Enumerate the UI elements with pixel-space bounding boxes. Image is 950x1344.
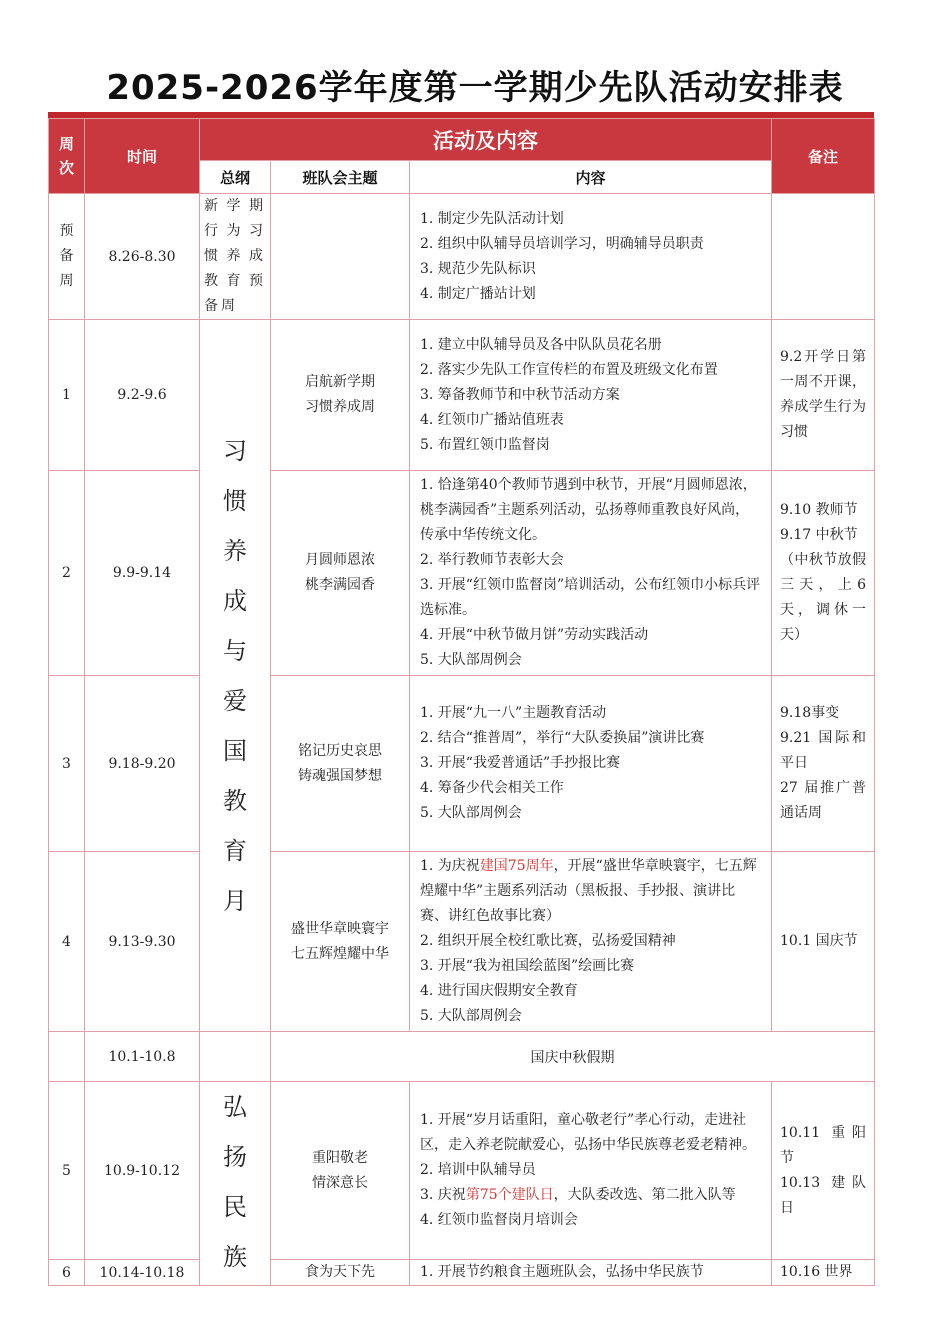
note-cell xyxy=(772,194,875,320)
time-cell: 10.14-10.18 xyxy=(85,1260,200,1286)
time-cell: 10.1-10.8 xyxy=(85,1032,200,1082)
header-notes: 备注 xyxy=(772,119,875,194)
table-row xyxy=(49,676,875,852)
theme-cell: 盛世华章映寰宇 七五辉煌耀中华 xyxy=(271,852,410,1032)
content-item: 4. 开展“中秋节做月饼”劳动实践活动 xyxy=(420,627,649,643)
content-item: 1. 建立中队辅导员及各中队队员花名册 xyxy=(420,336,662,353)
table-row xyxy=(49,320,875,471)
content-cell xyxy=(410,1260,772,1286)
table-row xyxy=(49,1082,875,1260)
schedule-table xyxy=(48,118,875,1286)
content-cell xyxy=(410,320,772,471)
week-cell: 2 xyxy=(49,471,85,676)
content-item: 5. 布置红领巾监督岗 xyxy=(420,436,550,453)
note-cell: 9.10 教师节 9.17 中秋节 （中秋节放假三天，上6天，调休一天） xyxy=(772,471,875,676)
theme-cell: 食为天下先 xyxy=(271,1260,410,1286)
content-item: 2. 举行教师节表彰大会 xyxy=(420,552,564,568)
note-cell: 9.18事变 9.21 国际和平日 27 届推广普通话周 xyxy=(772,676,875,852)
content-cell xyxy=(410,852,772,1032)
content-item: 4. 红领巾广播站值班表 xyxy=(420,411,564,428)
time-cell: 10.9-10.12 xyxy=(85,1082,200,1260)
page-title: 2025-2026学年度第一学期少先队活动安排表 xyxy=(106,68,844,108)
time-cell: 9.18-9.20 xyxy=(85,676,200,852)
content-item: 4. 筹备少代会相关工作 xyxy=(420,780,564,796)
content-item: 3. 庆祝第75个建队日，大队委改选、第二批入队等 xyxy=(420,1187,736,1203)
outline-cell: 新学期行为习惯养成教育预备周 xyxy=(200,194,271,320)
time-cell: 8.26-8.30 xyxy=(85,194,200,320)
content-item: 2. 落实少先队工作宣传栏的布置及班级文化布置 xyxy=(420,361,718,378)
outline-cell xyxy=(200,1032,271,1082)
header-outline: 总纲 xyxy=(200,161,271,194)
header-activities: 活动及内容 xyxy=(200,119,772,161)
content-cell xyxy=(410,194,772,320)
time-cell: 9.13-9.30 xyxy=(85,852,200,1032)
time-cell: 9.2-9.6 xyxy=(85,320,200,471)
note-cell: 10.16 世界 xyxy=(772,1260,875,1286)
content-item: 1. 为庆祝建国75周年，开展“盛世华章映寰宇，七五辉煌耀中华”主题系列活动（黑板报、手抄报、演讲比赛、讲红色故事比赛） xyxy=(420,858,757,924)
content-item: 2. 组织中队辅导员培训学习，明确辅导员职责 xyxy=(420,235,704,252)
content-cell xyxy=(410,471,772,676)
table-row xyxy=(49,1032,875,1082)
theme-cell: 月圆师恩浓 桃李满园香 xyxy=(271,471,410,676)
content-item: 5. 大队部周例会 xyxy=(420,805,522,821)
header-time: 时间 xyxy=(85,119,200,194)
content-item: 2. 培训中队辅导员 xyxy=(420,1162,536,1178)
header-content: 内容 xyxy=(410,161,772,194)
content-item: 5. 大队部周例会 xyxy=(420,652,522,668)
week-cell: 3 xyxy=(49,676,85,852)
content-item: 1. 开展“九一八”主题教育活动 xyxy=(420,705,607,721)
table-row xyxy=(49,1260,875,1286)
content-cell xyxy=(410,676,772,852)
theme-cell xyxy=(271,194,410,320)
content-cell xyxy=(410,1082,772,1260)
week-cell: 1 xyxy=(49,320,85,471)
content-item: 3. 筹备教师节和中秋节活动方案 xyxy=(420,386,620,403)
header-week: 周 次 xyxy=(49,119,85,194)
theme-cell: 重阳敬老 情深意长 xyxy=(271,1082,410,1260)
content-item: 3. 开展“我为祖国绘蓝图”绘画比赛 xyxy=(420,958,635,974)
week-cell: 预 备 周 xyxy=(49,194,85,320)
week-cell: 5 xyxy=(49,1082,85,1260)
table-row xyxy=(49,194,875,320)
content-item: 4. 进行国庆假期安全教育 xyxy=(420,983,578,999)
header-theme: 班队会主题 xyxy=(271,161,410,194)
theme-cell: 铭记历史哀思 铸魂强国梦想 xyxy=(271,676,410,852)
content-item: 2. 结合“推普周”，举行“大队委换届”演讲比赛 xyxy=(420,730,705,746)
note-cell: 10.11 重阳节 10.13 建队日 xyxy=(772,1082,875,1260)
week-cell: 4 xyxy=(49,852,85,1032)
note-cell: 10.1 国庆节 xyxy=(772,852,875,1032)
holiday-cell: 国庆中秋假期 xyxy=(271,1032,875,1082)
outline-cell-month2: 弘 扬 民 族 xyxy=(200,1082,271,1286)
content-item: 4. 制定广播站计划 xyxy=(420,285,536,302)
outline-cell-month1: 习 惯 养 成 与 爱 国 教 育 月 xyxy=(200,320,271,1032)
content-item: 2. 组织开展全校红歌比赛，弘扬爱国精神 xyxy=(420,933,676,949)
content-item: 1. 开展“岁月话重阳，童心敬老行”孝心行动，走进社区，走入养老院献爱心，弘扬中华民族尊老爱老精神。 xyxy=(420,1112,756,1153)
content-item: 4. 红领巾监督岗月培训会 xyxy=(420,1212,578,1228)
theme-cell: 启航新学期 习惯养成周 xyxy=(271,320,410,471)
content-item: 1. 开展节约粮食主题班队会，弘扬中华民族节 xyxy=(420,1264,704,1280)
content-item: 5. 大队部周例会 xyxy=(420,1008,522,1024)
table-row xyxy=(49,471,875,676)
week-cell xyxy=(49,1032,85,1082)
note-cell: 9.2开学日第一周不开课，养成学生行为习惯 xyxy=(772,320,875,471)
content-item: 3. 开展“我爱普通话”手抄报比赛 xyxy=(420,755,621,771)
week-cell: 6 xyxy=(49,1260,85,1286)
content-item: 3. 开展“红领巾监督岗”培训活动，公布红领巾小标兵评选标准。 xyxy=(420,577,761,618)
table-row xyxy=(49,852,875,1032)
content-item: 1. 恰逢第40个教师节遇到中秋节，开展“月圆师恩浓，桃李满园香”主题系列活动，弘扬尊师重教良好风尚，传承中华传统文化。 xyxy=(420,477,757,543)
time-cell: 9.9-9.14 xyxy=(85,471,200,676)
content-item: 3. 规范少先队标识 xyxy=(420,260,536,277)
content-item: 1. 制定少先队活动计划 xyxy=(420,210,564,227)
